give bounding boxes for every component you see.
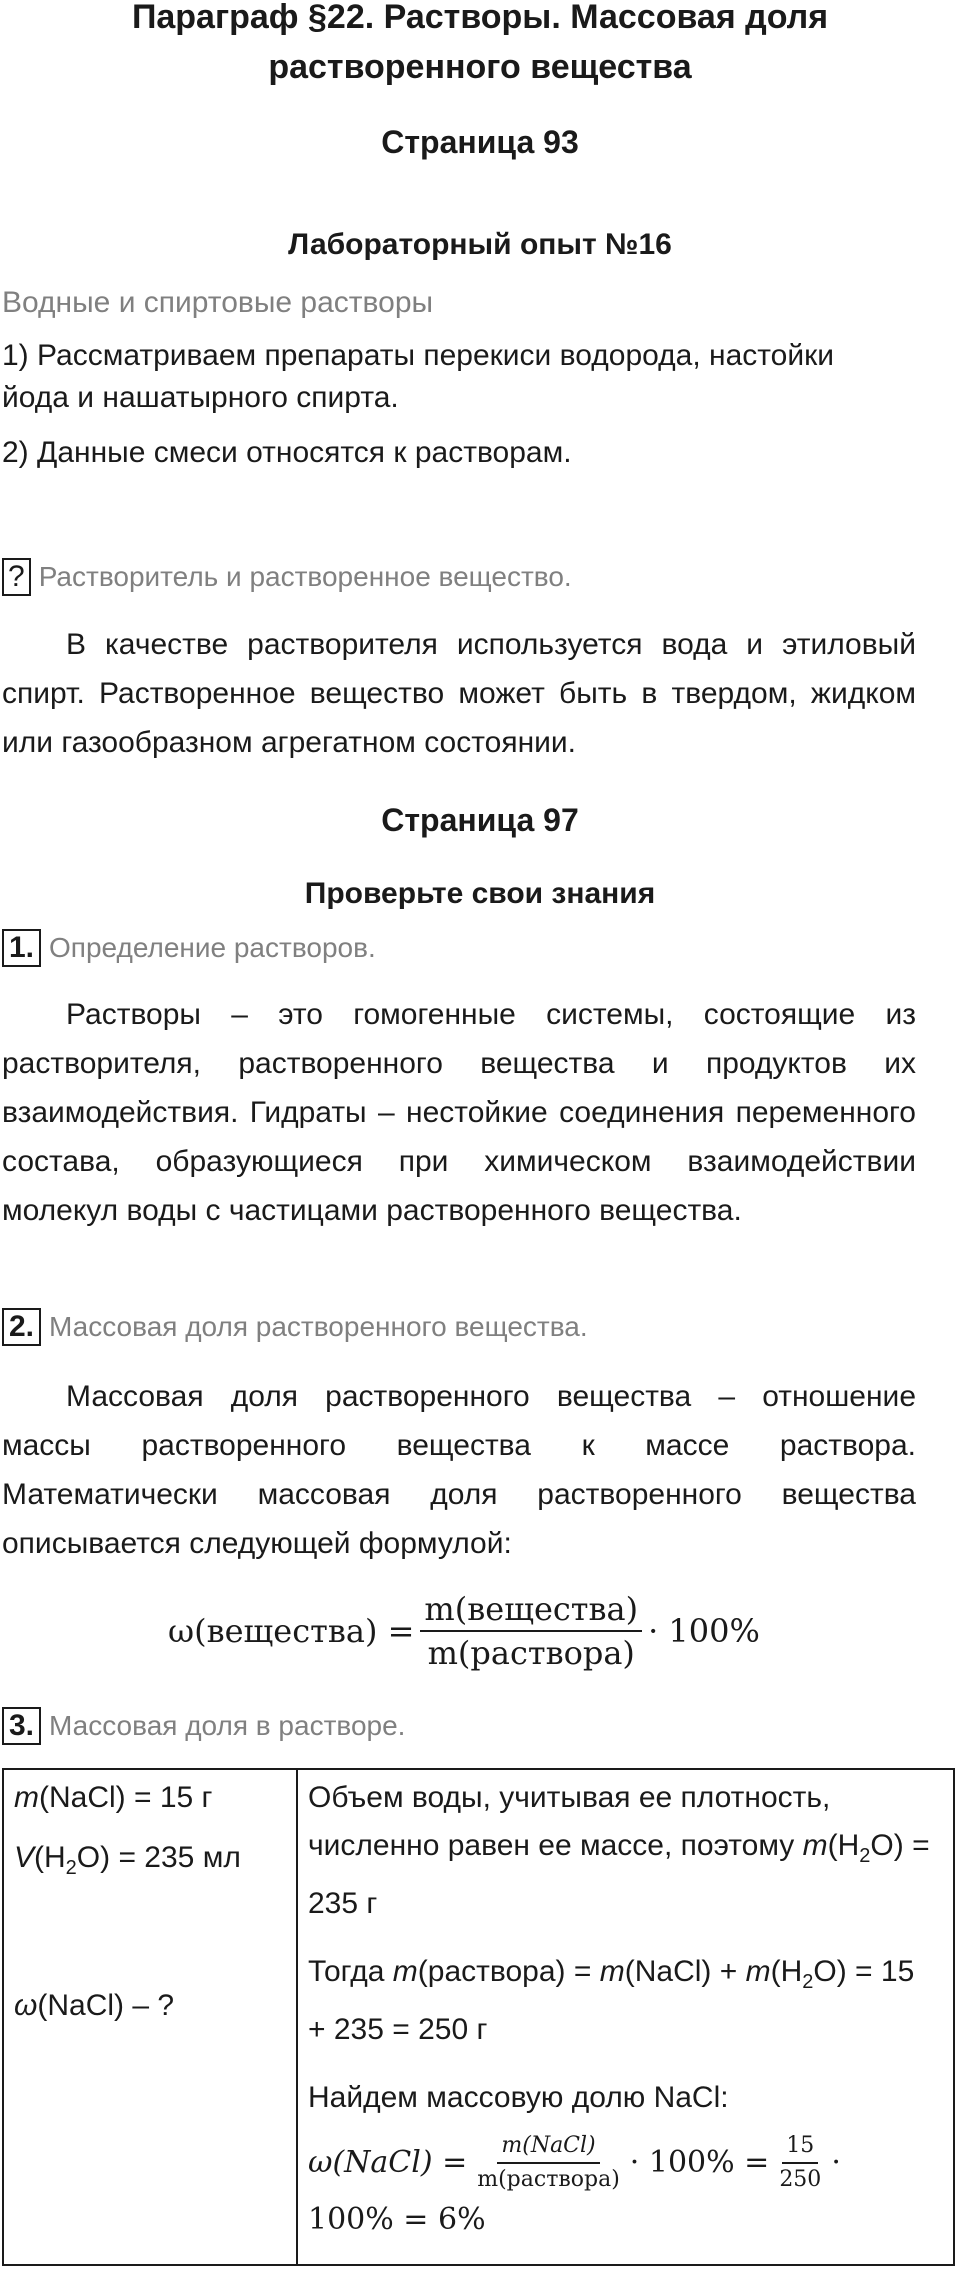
lab-item-1-line-1: 1) Рассматриваем препараты перекиси водорода, настойки xyxy=(2,339,835,372)
lab-item-2: 2) Данные смеси относятся к растворам. xyxy=(2,436,572,469)
solution-paragraph-2: Тогда m(раствора) = m(NaCl) + $m(H_2O) = 15$ + 235 = 250 г xyxy=(308,1955,915,2046)
formula-rhs: · 100% xyxy=(648,1612,760,1650)
page-heading-97: Страница 97 xyxy=(381,802,579,838)
question-3 xyxy=(2,1706,405,1746)
lab-heading: Лабораторный опыт №16 xyxy=(288,228,672,261)
formula-lhs: ω(вещества) = xyxy=(168,1612,415,1650)
question-solvent-answer: В качестве растворителя используется вода и этиловый спирт. Растворенное вещество может быть в твердом, жидком или газообразном агрегатном состоянии. xyxy=(2,628,916,759)
question-1-number: 1. xyxy=(2,929,41,967)
question-mark-icon: ? xyxy=(2,558,31,596)
solution-result: 100% = 6% xyxy=(308,2202,486,2237)
formula-denominator: m(раствора) xyxy=(427,1634,635,1672)
solution-formula: ω(NaCl) = $\frac{\text{m(NaCl)}}{\text{m(раствора)}}$ · 100% = $\frac{15}{250}$ · xyxy=(308,2133,841,2192)
formula-numerator: m(вещества) xyxy=(420,1590,642,1632)
solution-cell xyxy=(297,1769,954,2265)
given-cell xyxy=(3,1769,297,2265)
question-3-label: Массовая доля в растворе. xyxy=(49,1710,406,1741)
question-solvent xyxy=(2,557,572,597)
title-line-1: Параграф §22. Растворы. Массовая доля xyxy=(131,0,829,36)
question-1-answer: Растворы – это гомогенные системы, состоящие из растворителя, растворенного вещества и продуктов их взаимодействия. Гидраты – нестойкие соединения переменного состава, образующиеся при химическом взаимодействии молекул воды с частицами растворенного вещества. xyxy=(2,998,916,1227)
question-2-number: 2. xyxy=(2,1308,41,1346)
find-mass-fraction: ω(NaCl) – ? xyxy=(14,1989,175,2022)
question-1-label: Определение растворов. xyxy=(49,932,376,963)
solution-fraction-1: $\frac{\text{m(NaCl)}}{\text{m(раствора)}}$ xyxy=(477,2133,620,2192)
lab-item-1-line-2: йода и нашатырного спирта. xyxy=(2,381,399,414)
solution-fraction-2: $\frac{15}{250}$ xyxy=(779,2133,822,2192)
question-1 xyxy=(2,928,376,968)
given-mass-nacl: m(NaCl) = 15 г xyxy=(14,1781,213,1814)
given-volume-water: $V(H_2O) = 235$ мл xyxy=(14,1841,241,1879)
mass-fraction-formula xyxy=(168,1590,760,1672)
solution-paragraph-3: Найдем массовую долю NaCl: xyxy=(308,2081,729,2114)
question-3-number: 3. xyxy=(2,1707,41,1745)
question-solvent-label: Растворитель и растворенное вещество. xyxy=(38,561,572,592)
page-heading-93: Страница 93 xyxy=(381,124,579,160)
question-2-label: Массовая доля растворенного вещества. xyxy=(49,1311,588,1342)
question-2-answer: Массовая доля растворенного вещества – отношение массы растворенного вещества к массе раствора. Математически массовая доля растворенного вещества описывается следующей формулой: xyxy=(2,1380,916,1560)
lab-subtitle: Водные и спиртовые растворы xyxy=(2,286,434,319)
page-title xyxy=(0,0,960,92)
formula-fraction xyxy=(420,1590,642,1672)
question-2 xyxy=(2,1307,588,1347)
solution-table xyxy=(2,1768,955,2266)
title-line-2: растворенного вещества xyxy=(268,48,692,86)
solution-paragraph-1: Объем воды, учитывая ее плотность, численно равен ее массе, поэтому $m(H_2O)$ = 235 г xyxy=(308,1781,930,1920)
check-heading: Проверьте свои знания xyxy=(304,877,656,910)
